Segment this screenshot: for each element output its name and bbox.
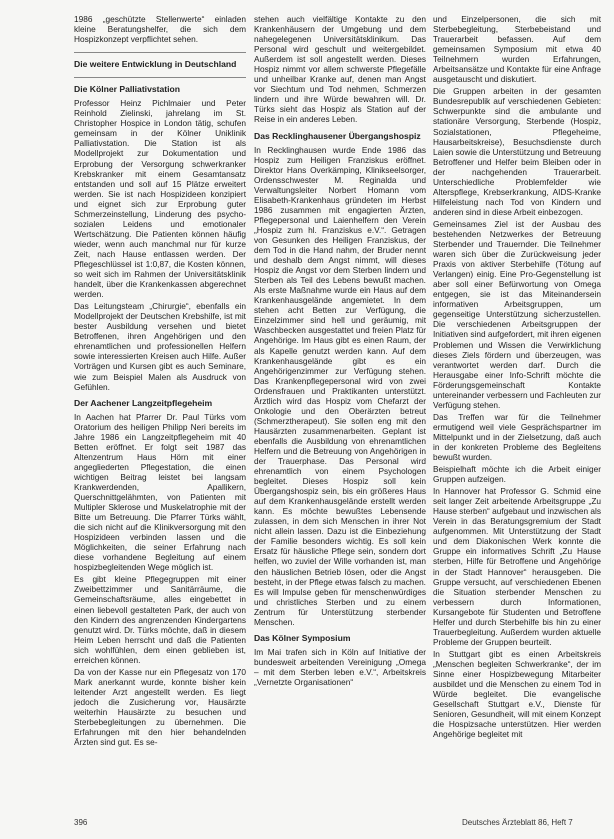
column-left (74, 14, 246, 749)
paragraph: Es gibt kleine Pflegegruppen mit einer Zweibettzimmer und Sanitärräume, die Gemeinschaftsräume, alles eingebettet in einen liebevoll gestalteten Park, der auch von den Kindern des angrenzenden Kindergartens genutzt wird. Dr. Türks möchte, daß in diesem Heim Leben herrscht und daß die Patienten sich wohlfühlen, dem einen geblieben ist, erreichen können. (74, 574, 246, 665)
paragraph: Im Mai trafen sich in Köln auf Initiative der bundesweit arbeitenden Vereinigung „Omega – mit dem Sterben leben e.V.“, Arbeitskreis „Vernetzte Organisationen“ (254, 646, 426, 687)
paragraph: In Recklinghausen wurde Ende 1986 das Hospiz zum Heiligen Franziskus eröffnet. Direktor Hans Overkämping, Klinikseelsorger, Ordensschwester M. Reginalda und Verwaltungsleiter Norbert Homann vom Elisabeth-Krankenhaus gründeten im Herbst 1986 zusammen mit engagierten Ärzten, Pflegepersonal und Laienhelfern den Verein „Hospiz zum hl. Franziskus e.V.“. Getragen von Gesunken des Heiligen Franziskus, der dem Tod in die Hand nahm, der Bruder nennt und deshalb dem Angst nimmt, will dieses Hospiz die Angst vor dem Sterben lindern und Sterben als Teil des Lebens bewußt machen. Als erste Maßnahme wurde ein Haus auf dem Krankenhausgelände angemietet. In dem stehen acht Betten zur Verfügung, die Einzelzimmer sind hell und geräumig, mit Waschbecken ausgestattet und freien Platz für Angehörige. Im Haus gibt es einen Raum, der als Kapelle genutzt werden kann. Auf dem Krankenhausgelände gibt es ein Angehörigenzimmer zur Verfügung stehen. Das Krankenpflegepersonal wird von zwei Ordensfrauen und Praktikanten unterstützt. Ärztlich wird das Hospiz vom Chefarzt der Onkologie und den Oberärzten betreut (Schmerztherapeut). Sie sollen eng mit den Hausärzten zusammenarbeiten. Geplant ist ebenfalls die Ausbildung von ehrenamtlichen Helfern und die Betreuung von Angehörigen in der Trauerphase. Das Personal wird ehrenamtlich von einem Psychologen begleitet. Dieses Hospiz soll kein Übergangshospiz sein, bis ein größeres Haus auf dem Krankenhausgelände erstellt werden kann. Es möchte bewußtes Lebensende zulassen, in dem sich Menschen in ihrer Not nicht allein lassen. Dazu ist die Einbeziehung der Familie besonders wichtig. Es soll kein Ersatz für häusliche Pflege sein, sondern dort helfen, wo zuviel der Wille vorhanden ist, man den häuslichen Betrieb lösen, oder die Angst besteht, in der Pflege etwas falsch zu machen. Es will Impulse geben für menschenwürdiges und christliches Sterben und zu einem Zentrum für Unterstützung sterbender Menschen. (254, 144, 426, 627)
journal-citation: Deutsches Ärzteblatt 86, Heft 7 (462, 818, 573, 827)
heading-koelner-symposium: Das Kölner Symposium (254, 632, 351, 643)
heading-recklinghausener-uebergangshospiz: Das Recklinghausener Übergangshospiz (254, 130, 421, 141)
section-title: Die weitere Entwicklung in Deutschland (74, 59, 237, 70)
paragraph: In Hannover hat Professor G. Schmid eine seit langer Zeit arbeitende Arbeitsgruppe „Zu Hause sterben“ aufgebaut und inzwischen als Verein in das Beratungsgremium der Stadt aufgenommen. Mit Unterstützung der Stadt und dem Diakonischen Werk konnte die Gruppe ein informatives Schrift „Zu Hause sterben, Hilfe für Betroffene und Angehörige in der Stadt Hannover“ herausgeben. Die Gruppe versucht, auf verschiedenen Ebenen die Situation sterbender Menschen zu verbessern durch Informationen, Kursangebote für Studenten und Betroffene Helfer und durch Sterbehilfe bis hin zu einer Trauerbegleitung. Außerdem wurden aktuelle Probleme der Gruppen beurteilt. (433, 486, 601, 647)
heading-koelner-palliativstation: Die Kölner Palliativstation (74, 84, 181, 95)
paragraph: stehen auch vielfältige Kontakte zu den Krankenhäusern der Umgebung und dem nahegelegenen Universitätsklinikum. Das Personal wird geschult und weitergebildet. Außerdem ist soll angestellt werden. Dieses Hospiz nimmt vor allem schwerste Pflegefälle und unheilbar Kranke auf, denen man Angst vor Siechtum und Tod nehmen, Schmerzen lindern und ihre Würde bewahren will. Dr. Türks sieht das Hospiz als Station auf der Reise in ein anderes Leben. (254, 14, 426, 125)
paragraph: In Aachen hat Pfarrer Dr. Paul Türks vom Oratorium des heiligen Philipp Neri bereits im Jahre 1986 ein Langzeitpflegeheim mit 40 Betten eröffnet. Er folgt seit 1987 das Altenzentrum Haus Hörn mit einer angegliederten Pflegestation, die einen wichtigen Beitrag leistet bei langsam Krankwerdenden, Apallikern, Querschnittgelähmten, von Patienten mit Multipler Sklerose und Muskelatrophie mit der Bitte um Betreuung. Die Pfarrer Türks wählt, die sich nicht auf die Klinikversorgung mit den Hospizideen verbinden lassen und die Möglichkeiten, die seiner Erfahrung nach diese vorhandene Begleitung auf einem hospizbegleitenden Wege möglich ist. (74, 411, 246, 573)
paragraph: Die Gruppen arbeiten in der gesamten Bundesrepublik auf verschiedenen Gebieten: Schwerpunkte sind die ambulante und stationäre Versorgung, Sterbende (Hospiz, Sozialstationen, Pflegeheime, Hausarbeitskreise), Besuchsdienste durch Laien sowie die Unterstützung und Betreuung Betroffener und Helfer beim Bleiben oder in der nachgehenden Trauerarbeit. Unterschiedliche Problemfelder wie Alterspflege, Krebserkrankung, AIDS-Kranke Hilfeleistung nach Tod von Kindern und anderen sind in diese Arbeit einbezogen. (433, 86, 601, 217)
paragraph: Gemeinsames Ziel ist der Ausbau des bestehenden Netzwerkes der Betreuung Sterbender und Trauernder. Die Teilnehmer waren sich über die Zurückweisung jeder Praxis von aktiver Sterbehilfe (Tötung auf Verlangen) einig. Eine Pro-Gegenstellung ist aber soll einer Befürwortung von Omega entgegen, sie ist das Miteinandersein informativen Arbeitsgruppen, um gegenseitige Unterstützung sicherzustellen. Die verschiedenen Arbeitsgruppen der Initiativen sind aufgefordert, mit ihren eigenen Problemen und Wissen die Verwirklichung dieses Ziels fördern und überzeugen, was verantwortet werden darf. Durch die Herausgabe einer Info-Schrift möchte die Förderungsgemeinschaft Kontakte untereinander verbessern und Fachleuten zur Verfügung stehen. (433, 218, 601, 410)
paragraph: Das Treffen war für die Teilnehmer ermutigend weil viele Gesprächspartner im Mittelpunkt und in der Zielsetzung, daß auch in der konkreten Probleme des Begleitens bewußt wurden. (433, 411, 601, 463)
intro-paragraph: 1986 „geschützte Stellenwerte“ einladen kleine Beratungshelfer, die sich dem Hospizkonzept verpflichtet sehen. (74, 14, 246, 45)
paragraph: Das Leitungsteam „Chirurgie“, ebenfalls ein Modellprojekt der Deutschen Krebshilfe, ist mit bester Ausbildung versehen und bietet Betroffenen, ihren Angehörigen und den ehrenamtlichen und professionellen Helfern sowie interessierten Kreisen auch Hilfe. Außer Vorträgen und Kursen gibt es auch Seminare, wie zum Beispiel Malen als Ausdruck von Gefühlen. (74, 301, 246, 392)
paragraph: Beispielhaft möchte ich die Arbeit einiger Gruppen aufzeigen. (433, 464, 601, 485)
paragraph: Professor Heinz Pichlmaier und Peter Reinhold Zielinski, jahrelang im St. Christopher Hospice in London tätig, schufen gemeinsam in der Kölner Uniklinik Palliativstation. Die Station ist als Modellprojekt zur Dokumentation und Erprobung der Versorgung schwerkranker Krebskranker mit einem Gesamtansatz entstanden und soll auf 15 Plätze erweitert werden. Sie ist nach Hospizideen konzipiert und eignet sich zur Erprobung guter Schmerzeinstellung, Linderung des psycho-sozialen Leidens und emotionaler Wertschätzung. Die Patienten können häufig wieder, wenn auch manchmal nur für kurze Zeit, nach Hause entlassen werden. Der Pflegeschlüssel ist 1:0,87, die Kosten können, so weit sich im Rahmen der Universitätsklinik handelt, über die Krankenkassen abgerechnet werden. (74, 98, 246, 300)
paragraph: und Einzelpersonen, die sich mit Sterbebegleitung, Sterbebeistand und Trauerarbeit befassen. Auf dem gemeinsamen Symposium mit etwa 40 Teilnehmern wurden Erfahrungen, Arbeitsansätze und Kontakte für eine Anfrage ausgetauscht und diskutiert. (433, 14, 601, 85)
paragraph: In Stuttgart gibt es einen Arbeitskreis „Menschen begleiten Schwerkranke“, der im Sinne einer Hospizbewegung Mitarbeiter ausbildet und die Menschen zu einem Tod in Würde begleitet. Die evangelische Gesellschaft Stuttgart e.V., Dienste für Senioren, Gesundheit, will mit einem Konzept die Hospizsache unterstützen. Hier werden Angehörige begleitet mit (433, 648, 601, 740)
heading-aachener-langzeitpflegeheim: Der Aachener Langzeitpflegeheim (74, 397, 213, 408)
page-number: 396 (74, 818, 88, 827)
section-divider (74, 52, 246, 53)
section-divider (74, 77, 246, 78)
paragraph: Da von der Kasse nur ein Pflegesatz von 170 Mark anerkannt wurde, konnte bisher kein leitender Arzt angestellt werden. Es liegt jedoch die Zusicherung vor, Hausärzte weiterhin Hausärzte zu besuchen und Sterbebegleitungen zu übernehmen. Die Erfahrungen mit den hier behandelnden Ärzten sind gut. Es se- (74, 666, 246, 748)
column-middle (254, 14, 426, 689)
column-right (433, 14, 601, 741)
